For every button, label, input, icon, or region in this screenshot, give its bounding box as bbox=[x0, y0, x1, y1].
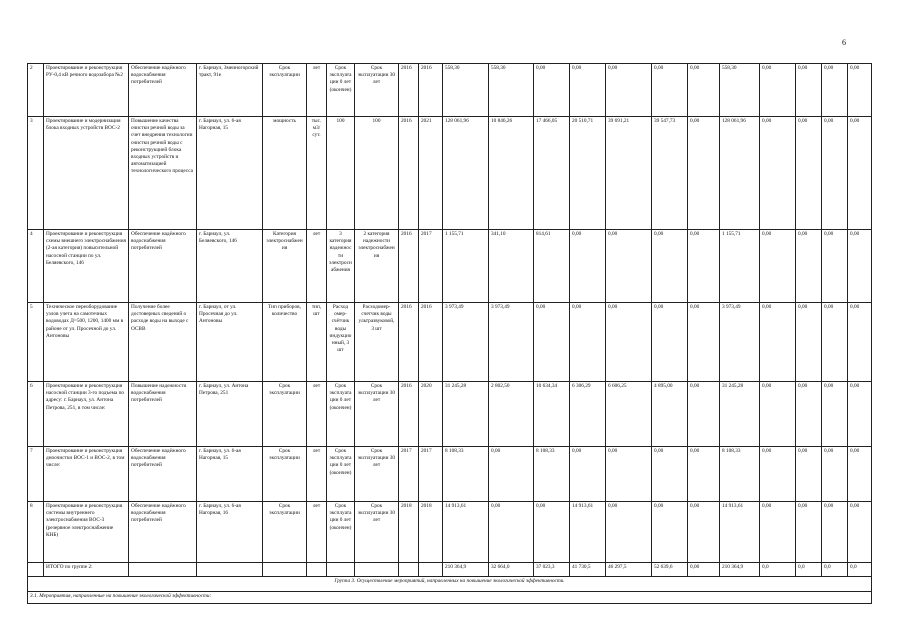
total-e2: 0,0 bbox=[796, 563, 822, 577]
start-year: 2016 bbox=[399, 382, 419, 447]
sum-cell: 3 973,49 bbox=[720, 303, 760, 382]
value-before: Срок эксплуатации 0 лет (окончен) bbox=[327, 382, 355, 447]
empty-cell bbox=[327, 563, 355, 577]
total-cost: 558,30 bbox=[443, 64, 489, 117]
cost-year-2: 0,00 bbox=[534, 64, 570, 117]
end-year: 2016 bbox=[419, 64, 443, 117]
indicator-name: мощность bbox=[263, 117, 307, 230]
cost-year-1: 558,30 bbox=[489, 64, 534, 117]
indicator-name: Тип приборов, количество bbox=[263, 303, 307, 382]
total-cost: 3 973,49 bbox=[443, 303, 489, 382]
indicator-name: Категория электроснабжения bbox=[263, 230, 307, 303]
cost-year-6: 0,00 bbox=[688, 303, 720, 382]
extra-3: 0,00 bbox=[822, 117, 848, 230]
cost-year-1: 341,10 bbox=[489, 230, 534, 303]
total-v1: 32 664,0 bbox=[489, 563, 534, 577]
extra-4: 0,00 bbox=[848, 303, 872, 382]
unit-cell: лет bbox=[307, 230, 327, 303]
start-year: 2016 bbox=[399, 64, 419, 117]
sum-cell: 14 913,61 bbox=[720, 502, 760, 563]
start-year: 2016 bbox=[399, 117, 419, 230]
extra-4: 0,00 bbox=[848, 447, 872, 502]
measure-name: Проектирование и реконструкция насосной станции 3-го подъема по адресу: г. Барнаул, ул. Антона Петрова, 251, в том числе: bbox=[44, 382, 129, 447]
unit-cell: лет bbox=[307, 64, 327, 117]
measure-goal: Получение более достоверных сведений о расходе воды на выходе с ОСВВ bbox=[129, 303, 197, 382]
extra-1: 0,00 bbox=[760, 64, 796, 117]
total-total: 210 364,9 bbox=[443, 563, 489, 577]
table-row bbox=[28, 447, 872, 502]
cost-year-4: 0,00 bbox=[606, 447, 652, 502]
total-v2: 37 023,3 bbox=[534, 563, 570, 577]
cost-year-1: 3 973,49 bbox=[489, 303, 534, 382]
measure-name: Техническое переоборудование узлов учета на самотечных водоводах Д=500, 1200, 1400 мм в районе от ул. Просечной до ул. Антоновы bbox=[44, 303, 129, 382]
location-address: г. Барнаул, Змеиногорский тракт, 91е bbox=[197, 64, 263, 117]
cost-year-4: 0,00 bbox=[606, 502, 652, 563]
extra-3: 0,00 bbox=[822, 230, 848, 303]
extra-1: 0,00 bbox=[760, 382, 796, 447]
total-cost: 1 155,71 bbox=[443, 230, 489, 303]
cost-year-4: 0,00 bbox=[606, 64, 652, 117]
extra-3: 0,00 bbox=[822, 303, 848, 382]
table-row bbox=[28, 117, 872, 230]
row-number: 4 bbox=[28, 230, 44, 303]
value-before: Срок эксплуатации 0 лет (окончен) bbox=[327, 64, 355, 117]
total-e4: 0,0 bbox=[848, 563, 872, 577]
value-after: 2 категория надежности электроснабжения bbox=[355, 230, 399, 303]
extra-1: 0,00 bbox=[760, 117, 796, 230]
cost-year-4: 0,00 bbox=[606, 303, 652, 382]
start-year: 2018 bbox=[399, 502, 419, 563]
cost-year-2: 10 634,34 bbox=[534, 382, 570, 447]
total-v5: 52 639,6 bbox=[652, 563, 688, 577]
unit-cell: лет bbox=[307, 382, 327, 447]
sum-cell: 128 061,96 bbox=[720, 117, 760, 230]
value-after: Срок эксплуатации 30 лет bbox=[355, 382, 399, 447]
cost-year-3: 0,00 bbox=[570, 64, 606, 117]
sum-cell: 1 155,71 bbox=[720, 230, 760, 303]
value-after: Срок эксплуатации 30 лет bbox=[355, 502, 399, 563]
cost-year-2: 814,61 bbox=[534, 230, 570, 303]
total-e3: 0,0 bbox=[822, 563, 848, 577]
total-v6: 0,00 bbox=[688, 563, 720, 577]
cost-year-2: 0,00 bbox=[534, 303, 570, 382]
value-after: 100 bbox=[355, 117, 399, 230]
cost-year-3: 6 306,29 bbox=[570, 382, 606, 447]
extra-2: 0,00 bbox=[796, 117, 822, 230]
extra-4: 0,00 bbox=[848, 502, 872, 563]
row-number: 2 bbox=[28, 64, 44, 117]
cost-year-4: 0,00 bbox=[606, 230, 652, 303]
cost-year-6: 0,00 bbox=[688, 447, 720, 502]
cost-year-5: 0,00 bbox=[652, 64, 688, 117]
total-v3: 41 730,5 bbox=[570, 563, 606, 577]
cost-year-6: 0,00 bbox=[688, 502, 720, 563]
empty-cell bbox=[307, 563, 327, 577]
extra-1: 0,00 bbox=[760, 447, 796, 502]
end-year: 2020 bbox=[419, 382, 443, 447]
value-before: Расход омер-счётчик воды индукционный, 3 шт bbox=[327, 303, 355, 382]
investment-table bbox=[27, 63, 872, 604]
location-address: г. Барнаул, ул. Беляевского, 146 bbox=[197, 230, 263, 303]
measure-goal: Повышение надежности водоснабжения потребителей bbox=[129, 382, 197, 447]
unit-cell: лет bbox=[307, 502, 327, 563]
total-v4: 46 297,5 bbox=[606, 563, 652, 577]
cost-year-5: 39 547,73 bbox=[652, 117, 688, 230]
total-label: ИТОГО по группе 2: bbox=[44, 563, 129, 577]
empty-cell bbox=[28, 563, 44, 577]
cost-year-5: 0,00 bbox=[652, 303, 688, 382]
location-address: г. Барнаул, от ул. Просечная до ул. Антоновы bbox=[197, 303, 263, 382]
sum-cell: 31 245,28 bbox=[720, 382, 760, 447]
end-year: 2018 bbox=[419, 502, 443, 563]
value-before: 100 bbox=[327, 117, 355, 230]
subgroup-title-row bbox=[28, 592, 872, 604]
measure-name: Проектирование и реконструкция дноочистки ВОС-1 и ВОС-2, в том числе: bbox=[44, 447, 129, 502]
page-number: 6 bbox=[842, 38, 846, 47]
extra-2: 0,00 bbox=[796, 447, 822, 502]
indicator-name: Срок эксплуатации bbox=[263, 382, 307, 447]
subgroup-title: 3.1. Мероприятия, направленные на повышение экологической эффективности: bbox=[28, 592, 872, 604]
indicator-name: Срок эксплуатации bbox=[263, 502, 307, 563]
table-row bbox=[28, 230, 872, 303]
unit-cell: тип, шт bbox=[307, 303, 327, 382]
cost-year-1: 0,00 bbox=[489, 447, 534, 502]
start-year: 2016 bbox=[399, 230, 419, 303]
extra-4: 0,00 bbox=[848, 117, 872, 230]
cost-year-5: 0,00 bbox=[652, 230, 688, 303]
unit-cell: лет bbox=[307, 447, 327, 502]
extra-2: 0,00 bbox=[796, 303, 822, 382]
extra-3: 0,00 bbox=[822, 502, 848, 563]
extra-1: 0,00 bbox=[760, 303, 796, 382]
measure-goal: Обеспечение надёжного водоснабжения потребителей bbox=[129, 64, 197, 117]
measure-goal: Обеспечение надёжного водоснабжения потребителей bbox=[129, 502, 197, 563]
end-year: 2016 bbox=[419, 303, 443, 382]
row-number: 6 bbox=[28, 382, 44, 447]
measure-name: Проектирование и реконструкция схемы внешнего электроснабжения (2-ая категория) повысительной насосной станции по ул. Беляевского, 146 bbox=[44, 230, 129, 303]
cost-year-1: 0,00 bbox=[489, 502, 534, 563]
total-cost: 8 108,33 bbox=[443, 447, 489, 502]
extra-4: 0,00 bbox=[848, 382, 872, 447]
indicator-name: Срок эксплуатации bbox=[263, 447, 307, 502]
cost-year-3: 0,00 bbox=[570, 303, 606, 382]
total-sum: 210 364,9 bbox=[720, 563, 760, 577]
total-row bbox=[28, 563, 872, 577]
value-before: Срок эксплуатации 0 лет (окончен) bbox=[327, 447, 355, 502]
cost-year-2: 8 108,33 bbox=[534, 447, 570, 502]
measure-name: Проектирование и реконструкция системы внутреннего электроснабжения ВОС-3 (резервное электроснабжение КНБ) bbox=[44, 502, 129, 563]
extra-1: 0,00 bbox=[760, 230, 796, 303]
extra-2: 0,00 bbox=[796, 64, 822, 117]
cost-year-6: 0,00 bbox=[688, 230, 720, 303]
extra-4: 0,00 bbox=[848, 64, 872, 117]
table-row bbox=[28, 502, 872, 563]
indicator-name: Срок эксплуатации bbox=[263, 64, 307, 117]
unit-cell: тыс. м3/сут. bbox=[307, 117, 327, 230]
start-year: 2017 bbox=[399, 447, 419, 502]
row-number: 5 bbox=[28, 303, 44, 382]
measure-goal: Обеспечение надёжного водоснабжения потребителей bbox=[129, 230, 197, 303]
end-year: 2017 bbox=[419, 230, 443, 303]
cost-year-4: 39 691,21 bbox=[606, 117, 652, 230]
sum-cell: 558,30 bbox=[720, 64, 760, 117]
empty-cell bbox=[399, 563, 419, 577]
measure-name: Проектирование и реконструкция РУ-0,4 кВ речного водозабора №2 bbox=[44, 64, 129, 117]
table-row bbox=[28, 64, 872, 117]
row-number: 3 bbox=[28, 117, 44, 230]
cost-year-3: 14 913,61 bbox=[570, 502, 606, 563]
cost-year-6: 0,00 bbox=[688, 64, 720, 117]
table-row bbox=[28, 382, 872, 447]
value-after: Расходомер-счетчик воды ультразвуковой, 3 шт bbox=[355, 303, 399, 382]
location-address: г. Барнаул, ул. 6-ая Нагорная, 15 bbox=[197, 117, 263, 230]
cost-year-6: 0,00 bbox=[688, 117, 720, 230]
cost-year-2: 17 466,05 bbox=[534, 117, 570, 230]
cost-year-3: 0,00 bbox=[570, 447, 606, 502]
extra-3: 0,00 bbox=[822, 64, 848, 117]
extra-1: 0,00 bbox=[760, 502, 796, 563]
empty-cell bbox=[129, 563, 197, 577]
cost-year-1: 10 846,26 bbox=[489, 117, 534, 230]
location-address: г. Барнаул, ул. 6-ая Нагорная, 15 bbox=[197, 447, 263, 502]
cost-year-5: 0,00 bbox=[652, 447, 688, 502]
cost-year-4: 6 606,25 bbox=[606, 382, 652, 447]
cost-year-3: 20 510,71 bbox=[570, 117, 606, 230]
empty-cell bbox=[197, 563, 263, 577]
extra-4: 0,00 bbox=[848, 230, 872, 303]
cost-year-5: 4 895,00 bbox=[652, 382, 688, 447]
total-cost: 31 245,28 bbox=[443, 382, 489, 447]
value-after: Срок эксплуатации 30 лет bbox=[355, 447, 399, 502]
cost-year-5: 0,00 bbox=[652, 502, 688, 563]
row-number: 7 bbox=[28, 447, 44, 502]
cost-year-1: 2 802,50 bbox=[489, 382, 534, 447]
value-before: 3 категория надежности электроснабжения bbox=[327, 230, 355, 303]
value-after: Срок эксплуатации 30 лет bbox=[355, 64, 399, 117]
extra-2: 0,00 bbox=[796, 502, 822, 563]
extra-2: 0,00 bbox=[796, 230, 822, 303]
location-address: г. Барнаул, ул. 6-ая Нагорная, 16 bbox=[197, 502, 263, 563]
measure-name: Проектирование и модернизация блока входных устройств ВОС-2 bbox=[44, 117, 129, 230]
empty-cell bbox=[419, 563, 443, 577]
total-e1: 0,0 bbox=[760, 563, 796, 577]
cost-year-2: 0,00 bbox=[534, 502, 570, 563]
start-year: 2016 bbox=[399, 303, 419, 382]
measure-goal: Обеспечение надёжного водоснабжения потребителей bbox=[129, 447, 197, 502]
group-title-row bbox=[28, 577, 872, 592]
cost-year-3: 0,00 bbox=[570, 230, 606, 303]
empty-cell bbox=[355, 563, 399, 577]
extra-2: 0,00 bbox=[796, 382, 822, 447]
row-number: 8 bbox=[28, 502, 44, 563]
extra-3: 0,00 bbox=[822, 382, 848, 447]
table-row bbox=[28, 303, 872, 382]
empty-cell bbox=[263, 563, 307, 577]
end-year: 2017 bbox=[419, 447, 443, 502]
extra-3: 0,00 bbox=[822, 447, 848, 502]
measure-goal: Повышение качества очистки речной воды за счет внедрения технологии очистки речной воды с реконструкцией блока входных устройств и автоматизацией технологического процесса bbox=[129, 117, 197, 230]
end-year: 2021 bbox=[419, 117, 443, 230]
location-address: г. Барнаул, ул. Антона Петрова, 251 bbox=[197, 382, 263, 447]
value-before: Срок эксплуатации 0 лет (окончен) bbox=[327, 502, 355, 563]
group-title: Группа 3. Осуществление мероприятий, направленных на повышение экологической эффективности. bbox=[28, 577, 872, 592]
total-cost: 128 061,96 bbox=[443, 117, 489, 230]
sum-cell: 8 108,33 bbox=[720, 447, 760, 502]
cost-year-6: 0,00 bbox=[688, 382, 720, 447]
total-cost: 14 913,61 bbox=[443, 502, 489, 563]
